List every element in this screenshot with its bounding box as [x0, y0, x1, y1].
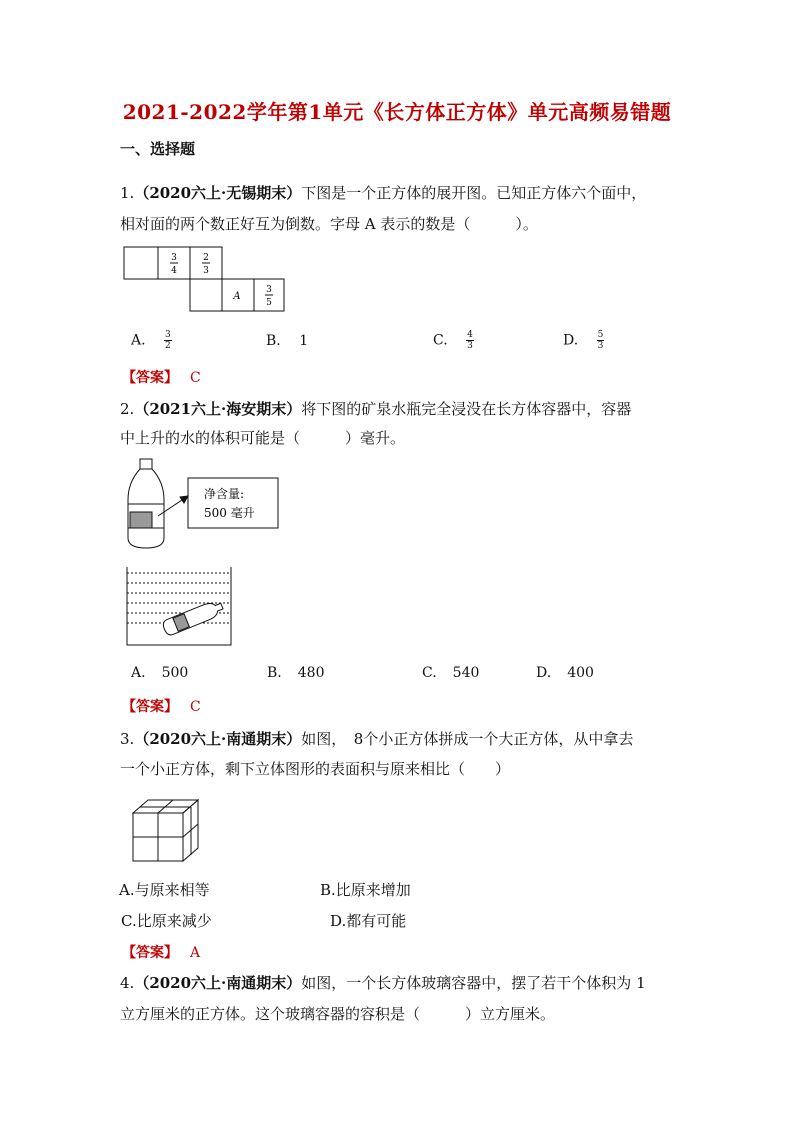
q1-option-d — [563, 330, 604, 351]
net-square — [124, 247, 158, 279]
net-fraction-numerator: 2 — [203, 253, 209, 263]
option-label: D. — [563, 332, 579, 349]
q1-number: 1. — [120, 184, 135, 202]
q1-text2: 相对面的两个数正好互为倒数。字母 A 表示的数是（ ）。 — [120, 215, 538, 233]
q2-text1: 将下图的矿泉水瓶完全浸没在长方体容器中，容器 — [301, 400, 632, 418]
q2-number: 2. — [120, 400, 135, 418]
q1-line1 — [120, 180, 646, 206]
container-figure — [125, 565, 235, 647]
option-text: 都有可能 — [346, 912, 407, 930]
q1-source: （2020六上·无锡期末） — [134, 184, 302, 202]
option-text: 480 — [297, 665, 325, 681]
q1-text1: 下图是一个正方体的展开图。已知正方体六个面中， — [301, 184, 647, 202]
cube-net-figure — [120, 244, 290, 314]
q4-number: 4. — [120, 974, 135, 992]
net-square — [190, 279, 222, 311]
bottle-label-line1: 净含量: — [204, 487, 245, 501]
q3-option-b — [320, 879, 411, 900]
q3-answer — [122, 942, 200, 962]
option-fraction: $\frac{3}{2}$ — [165, 330, 171, 351]
q2-option-a — [131, 665, 188, 681]
section-heading: 一、选择题 — [120, 140, 196, 158]
q1-option-b — [266, 333, 308, 349]
net-letter-a: A — [233, 291, 241, 302]
option-label: D. — [330, 912, 347, 930]
q3-option-d — [330, 910, 406, 931]
option-label: B. — [267, 665, 282, 681]
option-fraction: $\frac{5}{3}$ — [597, 330, 604, 351]
answer-value: A — [190, 945, 201, 961]
q1-answer — [122, 367, 201, 387]
option-text: 540 — [452, 665, 480, 681]
q2-source: （2021六上·海安期末） — [134, 400, 302, 418]
q1-option-a — [131, 330, 172, 351]
q4-source: （2020六上·南通期末） — [134, 974, 302, 992]
option-label: C. — [422, 665, 437, 681]
net-fraction-denominator: 5 — [266, 298, 272, 308]
net-fraction-denominator: 4 — [171, 266, 177, 276]
net-fraction-numerator: 3 — [266, 285, 272, 295]
option-label: C. — [433, 332, 448, 349]
page-title: 2021-2022学年第1单元《长方体正方体》单元高频易错题 — [122, 100, 672, 124]
option-text: 1 — [299, 333, 309, 349]
q3-option-c — [121, 910, 212, 931]
option-label: C. — [121, 912, 137, 930]
option-text: 500 — [161, 665, 189, 681]
answer-tag: 【答案】 — [122, 370, 178, 386]
cube-figure — [130, 798, 210, 864]
q3-text1: 如图， 8个小正方体拼成一个大正方体，从中拿去 — [301, 730, 634, 748]
answer-value: C — [190, 699, 201, 715]
q2-option-b — [267, 665, 324, 681]
q3-line1 — [120, 726, 633, 752]
net-fraction-denominator: 3 — [203, 266, 209, 276]
option-text: 比原来减少 — [136, 912, 212, 930]
q2-option-c — [422, 665, 479, 681]
q2-text2: 中上升的水的体积可能是（ ）毫升。 — [120, 429, 406, 447]
q1-option-c — [433, 330, 474, 351]
option-label: A. — [131, 665, 146, 681]
option-label: D. — [536, 665, 552, 681]
answer-tag: 【答案】 — [122, 945, 178, 961]
bottle-label-line2: 500 毫升 — [204, 506, 255, 520]
q4-text2: 立方厘米的正方体。这个玻璃容器的容积是（ ）立方厘米。 — [120, 1005, 556, 1023]
answer-value: C — [190, 370, 201, 386]
q2-option-d — [536, 665, 594, 681]
net-fraction-numerator: 3 — [171, 253, 177, 263]
q2-line1 — [120, 396, 631, 422]
option-text: 比原来增加 — [335, 881, 411, 899]
option-fraction: $\frac{4}{3}$ — [467, 330, 473, 351]
answer-tag: 【答案】 — [122, 699, 178, 715]
option-text: 与原来相等 — [134, 881, 210, 899]
water-bottle-figure — [120, 456, 290, 552]
option-label: B. — [320, 881, 336, 899]
q4-line1 — [120, 970, 646, 996]
option-text: 400 — [567, 665, 594, 681]
option-label: A. — [119, 881, 135, 899]
option-label: B. — [266, 333, 281, 349]
option-label: A. — [131, 332, 146, 349]
q3-number: 3. — [120, 730, 135, 748]
q3-text2: 一个小正方体，剩下立体图形的表面积与原来相比（ ） — [120, 760, 511, 778]
q3-source: （2020六上·南通期末） — [134, 730, 302, 748]
q4-text1: 如图，一个长方体玻璃容器中，摆了若干个体积为 1 — [301, 974, 646, 992]
q2-answer — [122, 696, 201, 716]
q3-option-a — [119, 879, 210, 900]
